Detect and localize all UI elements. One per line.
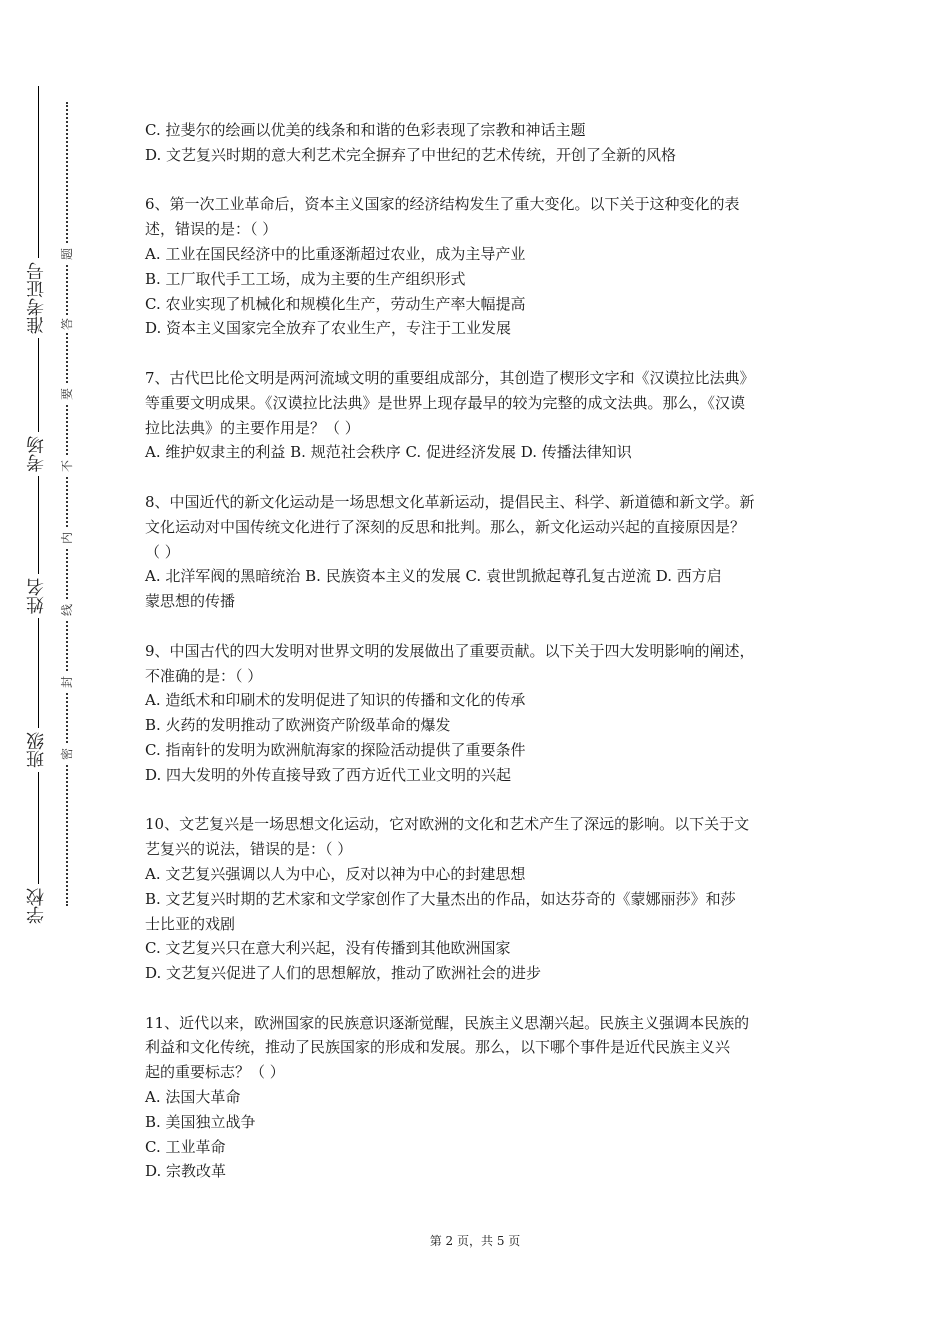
field-name-label: 姓名 [28, 574, 46, 618]
field-exam-number-label: 准考证号 [28, 258, 46, 338]
seal-char: 不 [59, 457, 75, 475]
seal-char: 要 [59, 385, 75, 403]
option-line: D. 文艺复兴时期的意大利艺术完全摒弃了中世纪的艺术传统，开创了全新的风格 [145, 145, 677, 164]
option-line: B. 火药的发明推动了欧洲资产阶级革命的爆发 [145, 716, 451, 735]
option-line: A. 文艺复兴强调以人为中心，反对以神为中心的封建思想 [145, 864, 526, 883]
question-stem: 6、第一次工业革命后，资本主义国家的经济结构发生了重大变化。以下关于这种变化的表 [145, 195, 740, 214]
option-line: A. 造纸术和印刷术的发明促进了知识的传播和文化的传承 [145, 691, 526, 710]
option-line: B. 工厂取代手工工场，成为主要的生产组织形式 [145, 269, 466, 288]
binding-margin [0, 0, 110, 1344]
option-line: A. 维护奴隶主的利益 B. 规范社会秩序 C. 促进经济发展 D. 传播法律知识 [145, 443, 632, 462]
question-stem: 述，错误的是：（ ） [145, 220, 278, 239]
seal-char: 题 [59, 245, 75, 263]
option-line: D. 四大发明的外传直接导致了西方近代工业文明的兴起 [145, 765, 512, 784]
option-line: B. 文艺复兴时期的艺术家和文学家创作了大量杰出的作品，如达芬奇的《蒙娜丽莎》和莎 [145, 889, 736, 908]
option-line: C. 指南针的发明为欧洲航海家的探险活动提供了重要条件 [145, 740, 526, 759]
option-line: D. 资本主义国家完全放弃了农业生产，专注于工业发展 [145, 319, 512, 338]
question-9 [145, 639, 815, 788]
question-stem: 起的重要标志？（ ） [145, 1063, 285, 1082]
question-stem: （ ） [145, 542, 180, 561]
question-stem: 7、古代巴比伦文明是两河流域文明的重要组成部分，其创造了楔形文字和《汉谟拉比法典》 [145, 368, 755, 387]
option-line: A. 北洋军阀的黑暗统治 B. 民族资本主义的发展 C. 袁世凯掀起尊孔复古逆流 D. 西方启 [145, 567, 722, 586]
continuation-options [145, 118, 815, 168]
question-stem: 拉比法典》的主要作用是？（ ） [145, 418, 360, 437]
question-stem: 11、近代以来，欧洲国家的民族意识逐渐觉醒，民族主义思潮兴起。民族主义强调本民族的 [145, 1013, 750, 1032]
question-10 [145, 812, 815, 986]
question-stem: 等重要文明成果。《汉谟拉比法典》是世界上现存最早的较为完整的成文法典。那么，《汉谟 [145, 393, 746, 412]
option-line: A. 法国大革命 [145, 1088, 241, 1107]
question-7 [145, 366, 815, 465]
option-line: A. 工业在国民经济中的比重逐渐超过农业，成为主导产业 [145, 244, 526, 263]
option-line: 士比亚的戏剧 [145, 914, 236, 933]
field-school-label: 学校 [28, 884, 46, 928]
question-content [145, 118, 815, 1184]
seal-char: 线 [59, 601, 75, 619]
question-8 [145, 490, 815, 614]
option-line: D. 宗教改革 [145, 1162, 227, 1181]
question-stem: 10、文艺复兴是一场思想文化运动，它对欧洲的文化和艺术产生了深远的影响。以下关于文 [145, 815, 750, 834]
option-line: C. 农业实现了机械化和规模化生产，劳动生产率大幅提高 [145, 294, 526, 313]
option-line: D. 文艺复兴促进了人们的思想解放，推动了欧洲社会的进步 [145, 964, 542, 983]
option-line: C. 拉斐尔的绘画以优美的线条和和谐的色彩表现了宗教和神话主题 [145, 121, 586, 139]
option-line: C. 工业革命 [145, 1137, 226, 1156]
question-stem: 9、中国古代的四大发明对世界文明的发展做出了重要贡献。以下关于四大发明影响的阐述， [145, 641, 755, 660]
seal-char: 密 [59, 745, 75, 763]
question-stem: 文化运动对中国传统文化进行了深刻的反思和批判。那么，新文化运动兴起的直接原因是？ [145, 517, 746, 536]
question-stem: 艺复兴的说法，错误的是：（ ） [145, 840, 353, 859]
seal-char: 答 [59, 315, 75, 333]
seal-dotted-line [66, 102, 68, 906]
question-11 [145, 1011, 815, 1185]
page-number: 第 2 页，共 5 页 [429, 1234, 521, 1248]
seal-char: 内 [59, 529, 75, 547]
field-class-label: 班级 [28, 728, 46, 772]
seal-char: 封 [59, 673, 75, 691]
question-stem: 不准确的是：（ ） [145, 666, 263, 685]
question-6 [145, 192, 815, 341]
option-line: 蒙思想的传播 [145, 592, 236, 611]
binding-solid-line [38, 86, 39, 924]
question-stem: 利益和文化传统，推动了民族国家的形成和发展。那么，以下哪个事件是近代民族主义兴 [145, 1038, 731, 1057]
option-line: C. 文艺复兴只在意大利兴起，没有传播到其他欧洲国家 [145, 939, 511, 958]
option-line: B. 美国独立战争 [145, 1112, 256, 1131]
field-exam-room-label: 考场 [28, 432, 46, 476]
question-stem: 8、中国近代的新文化运动是一场思想文化革新运动，提倡民主、科学、新道德和新文学。新 [145, 492, 755, 511]
